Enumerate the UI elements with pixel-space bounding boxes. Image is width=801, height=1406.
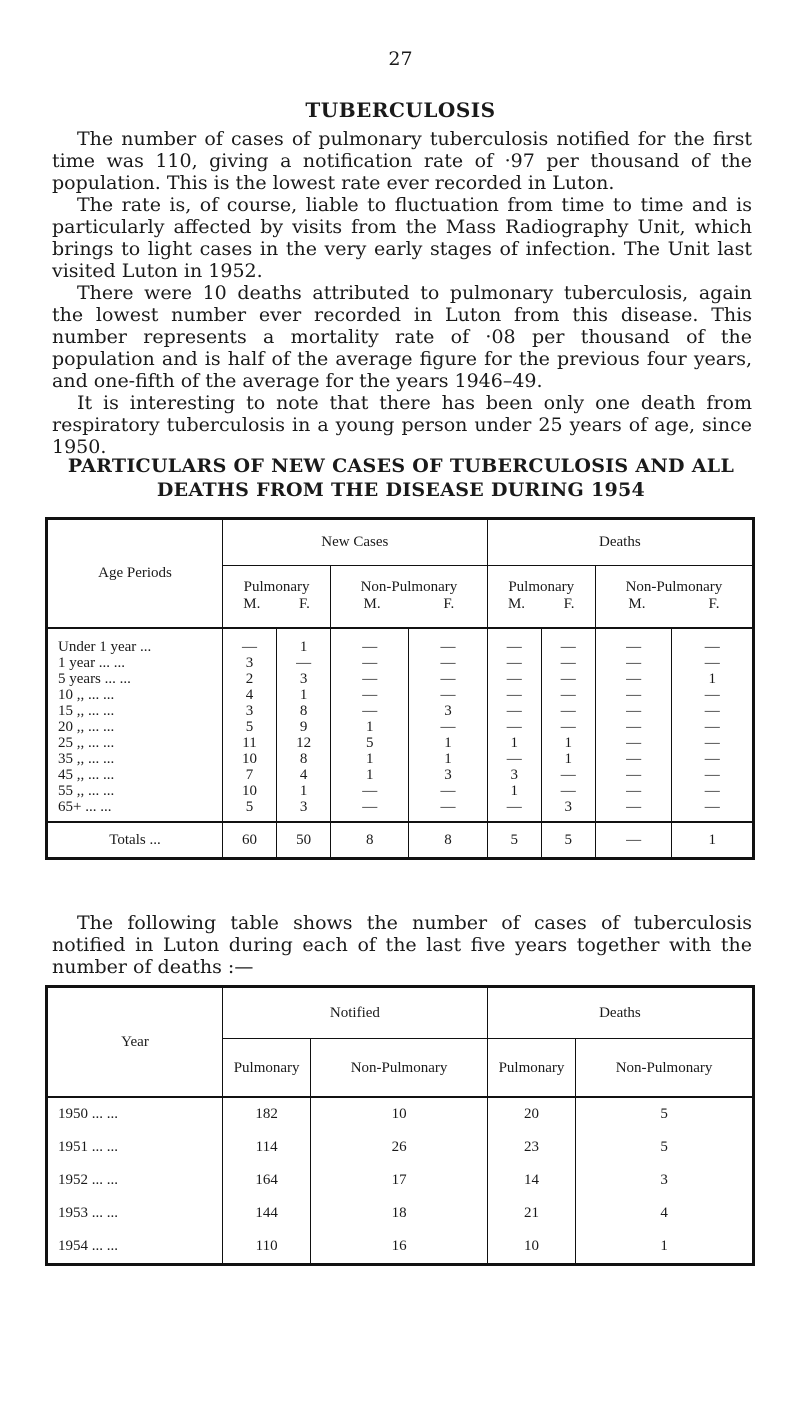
new-cases-header: New Cases [223,519,488,566]
table-row: 35 ,, ... ... 10 8 1 1 — 1 — — [47,751,754,767]
table-row: 20 ,, ... ... 5 9 1 — — — — — [47,719,754,735]
table-row: 1952 ... ... 164 17 14 3 [47,1164,754,1197]
table-row: 65+ ... ... 5 3 — — — 3 — — [47,799,754,822]
totals-row: Totals ... 60 50 8 8 5 5 — 1 [47,822,754,859]
table-row: 1953 ... ... 144 18 21 4 [47,1197,754,1230]
notified-non-pulmonary-header: Non-Pulmonary [311,1039,488,1098]
table-row: 10 ,, ... ... 4 1 — — — — — — [47,687,754,703]
deaths-non-pulmonary-header: Non-Pulmonary [576,1039,754,1098]
deaths-header: Deaths [487,519,753,566]
new-cases-deaths-table [45,517,755,860]
table-row: 1954 ... ... 110 16 10 1 [47,1230,754,1265]
paragraph-1: The number of cases of pulmonary tuberculosis notified for the first time was 110, giving a notification rate of ·97 per thousand of the population. This is the lowest rate ever recorded in Luton. [52,128,752,194]
five-year-summary-table [45,985,755,1266]
page-number: 27 [388,48,413,70]
table-row: 45 ,, ... ... 7 4 1 3 3 — — — [47,767,754,783]
deaths-pulmonary-header: Pulmonary [487,1039,575,1098]
table-row: Under 1 year ... — 1 — — — — — — [47,628,754,655]
intro-paragraphs [52,128,752,458]
deaths-pulmonary-header: Pulmonary M. F. [487,566,595,628]
deaths-header: Deaths [487,987,753,1039]
table-row: 1951 ... ... 114 26 23 5 [47,1131,754,1164]
paragraph-2: The rate is, of course, liable to fluctuation from time to time and is particularly affected by visits from the Mass Radiography Unit, which brings to light cases in the very early stages of infection. The Unit last visited Luton in 1952. [52,194,752,282]
notified-header: Notified [223,987,488,1039]
table-row: 5 years ... ... 2 3 — — — — — 1 [47,671,754,687]
age-periods-header: Age Periods [47,519,223,628]
notified-pulmonary-header: Pulmonary [223,1039,311,1098]
table-row: 1950 ... ... 182 10 20 5 [47,1097,754,1131]
new-pulmonary-header: Pulmonary M. F. [223,566,331,628]
table2-intro: The following table shows the number of cases of tuberculosis notified in Luton during each of the last five years together with the number of deaths :— [52,912,752,978]
paragraph-4: It is interesting to note that there has been only one death from respiratory tuberculosis in a young person under 25 years of age, since 1950. [52,392,752,458]
year-header: Year [47,987,223,1098]
table-row: 25 ,, ... ... 11 12 5 1 1 1 — — [47,735,754,751]
paragraph-3: There were 10 deaths attributed to pulmonary tuberculosis, again the lowest number ever recorded in Luton from this disease. This number represents a mortality rate of ·08 per thousand of the population and is half of the average figure for the previous four years, and one-fifth of the average for the years 1946–49. [52,282,752,392]
table1-title: PARTICULARS OF NEW CASES OF TUBERCULOSIS AND ALL DEATHS FROM THE DISEASE DURING 1954 [67,455,735,501]
section-heading: TUBERCULOSIS [305,98,496,122]
new-non-pulmonary-header: Non-Pulmonary M. F. [331,566,488,628]
deaths-non-pulmonary-header: Non-Pulmonary M. F. [595,566,753,628]
table-row: 1 year ... ... 3 — — — — — — — [47,655,754,671]
table-row: 15 ,, ... ... 3 8 — 3 — — — — [47,703,754,719]
table-row: 55 ,, ... ... 10 1 — — 1 — — — [47,783,754,799]
